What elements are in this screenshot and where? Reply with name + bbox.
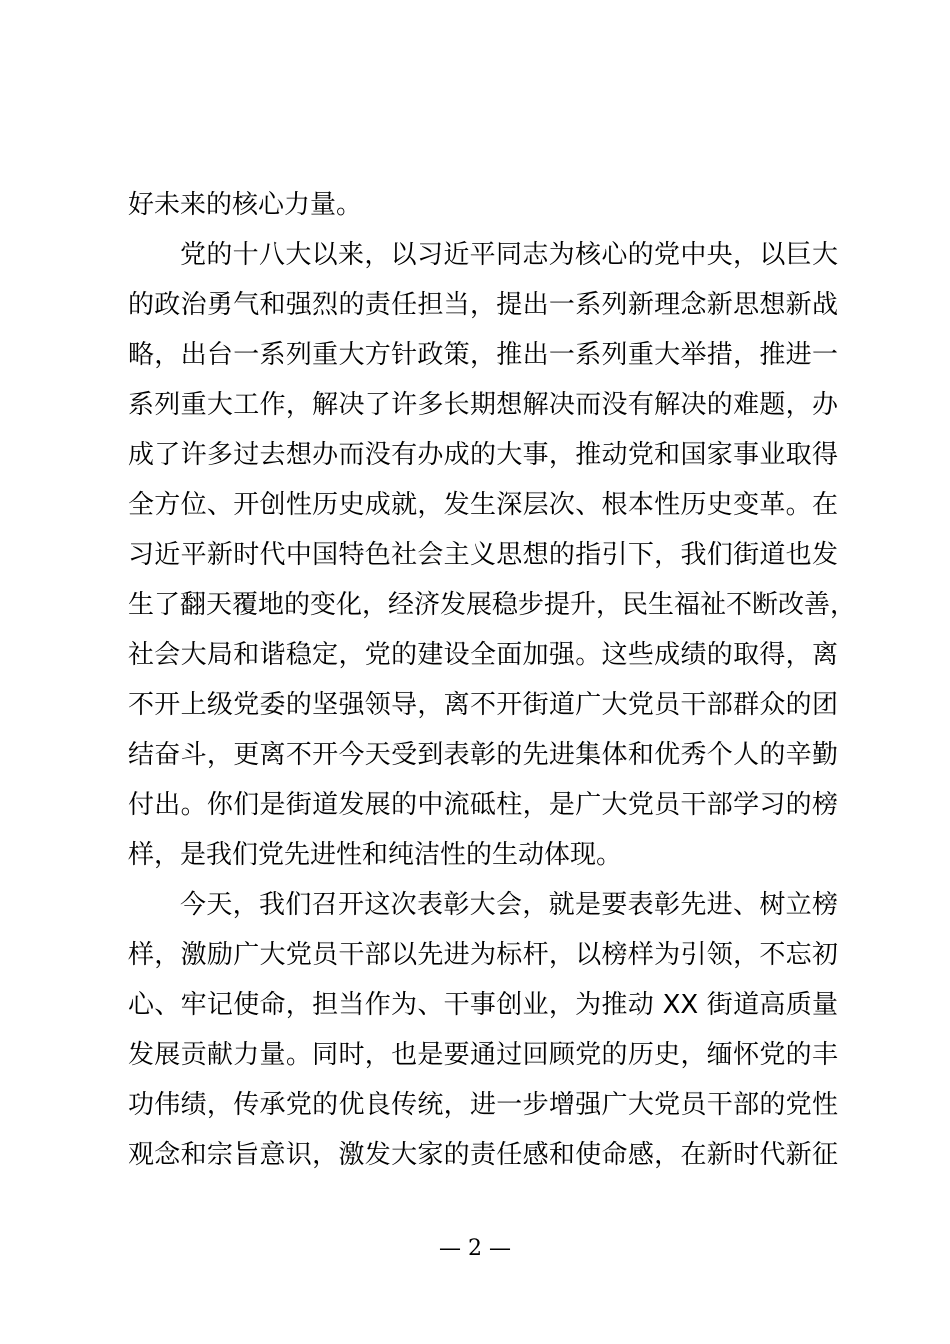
page-number: — 2 — xyxy=(439,1236,511,1261)
text-line: 今天，我们召开这次表彰大会，就是要表彰先进、树立榜 xyxy=(180,890,838,920)
text-line: 观念和宗旨意识，激发大家的责任感和使命感，在新时代新征 xyxy=(128,1140,838,1170)
text-line: 全方位、开创性历史成就，发生深层次、根本性历史变革。在 xyxy=(128,490,838,520)
text-line: 心、牢记使命，担当作为、干事创业，为推动 XX 街道高质量 xyxy=(128,990,838,1020)
text-line: 发展贡献力量。同时，也是要通过回顾党的历史，缅怀党的丰 xyxy=(128,1040,838,1070)
text-line: 成了许多过去想办而没有办成的大事，推动党和国家事业取得 xyxy=(128,440,838,470)
text-line: 系列重大工作，解决了许多长期想解决而没有解决的难题，办 xyxy=(128,390,838,420)
text-line: 习近平新时代中国特色社会主义思想的指引下，我们街道也发 xyxy=(128,540,838,570)
text-line: 生了翻天覆地的变化，经济发展稳步提升，民生福祉不断改善， xyxy=(128,590,857,620)
text-line: 不开上级党委的坚强领导，离不开街道广大党员干部群众的团 xyxy=(128,690,838,720)
text-line: 结奋斗，更离不开今天受到表彰的先进集体和优秀个人的辛勤 xyxy=(128,740,838,770)
text-line: 功伟绩，传承党的优良传统，进一步增强广大党员干部的党性 xyxy=(128,1090,838,1120)
text-line: 的政治勇气和强烈的责任担当，提出一系列新理念新思想新战 xyxy=(128,290,838,320)
text-line: 党的十八大以来，以习近平同志为核心的党中央，以巨大 xyxy=(180,240,838,270)
text-line: 好未来的核心力量。 xyxy=(128,190,363,220)
body-text xyxy=(128,180,857,1180)
text-line: 付出。你们是街道发展的中流砥柱，是广大党员干部学习的榜 xyxy=(128,790,838,820)
text-line: 样，是我们党先进性和纯洁性的生动体现。 xyxy=(128,840,623,870)
text-line: 样，激励广大党员干部以先进为标杆，以榜样为引领，不忘初 xyxy=(128,940,838,970)
text-line: 社会大局和谐稳定，党的建设全面加强。这些成绩的取得，离 xyxy=(128,640,838,670)
text-line: 略，出台一系列重大方针政策，推出一系列重大举措，推进一 xyxy=(128,340,838,370)
